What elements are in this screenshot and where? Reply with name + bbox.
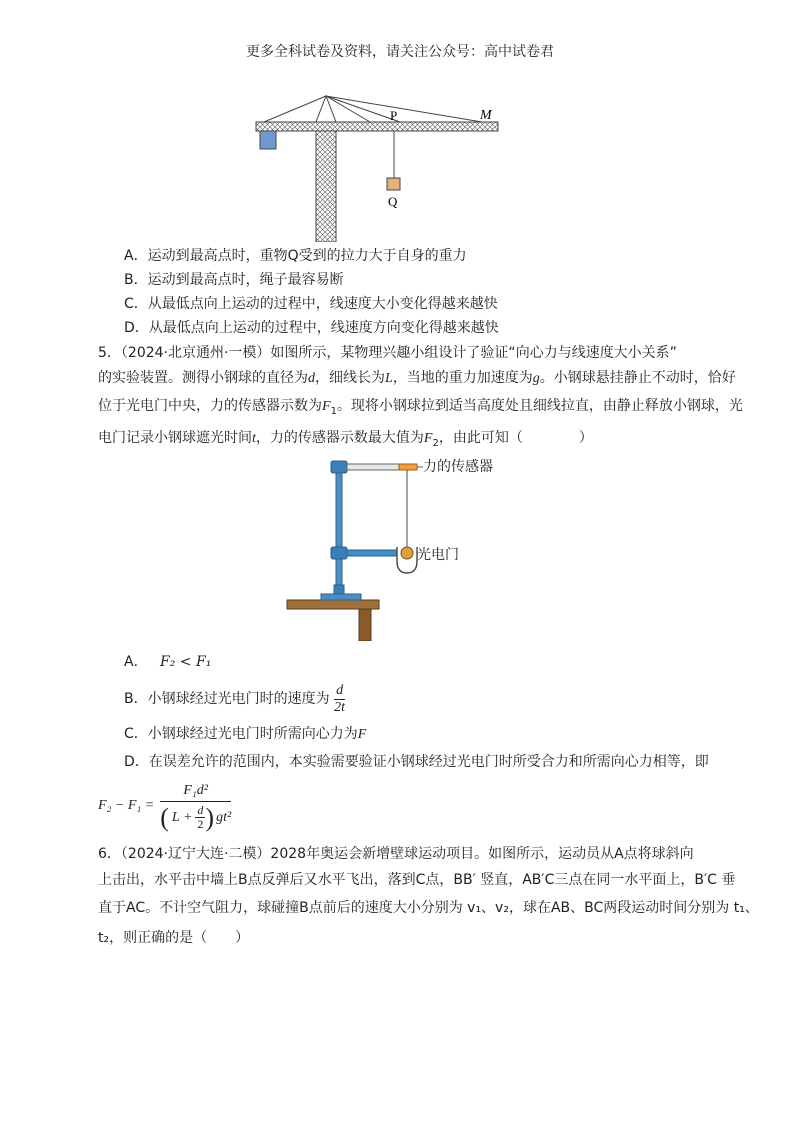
stand-pole	[336, 461, 342, 594]
q6-line3: 直于AC。不计空气阻力，球碰撞B点前后的速度大小分别为 v₁、v₂，球在AB、BC两段运动时间分别为 t₁、	[98, 900, 759, 916]
q4-option-a: A．运动到最高点时，重物Q受到的拉力大于自身的重力	[124, 248, 467, 264]
q6-line4: t₂，则正确的是（ ）	[98, 930, 250, 946]
gate-label: 光电门	[417, 546, 459, 562]
q5-option-b: B．小钢球经过光电门时的速度为 $\frac{d}{2t}$	[124, 682, 345, 715]
sensor-label: 力的传感器	[423, 458, 493, 474]
q6-line2: 上击出，水平击中墙上B点反弹后又水平飞出，落到C点，BB′ 竖直，AB′C三点在同一水平面上，B′C 垂	[98, 872, 736, 888]
label-m: M	[480, 108, 492, 123]
label-q: Q	[388, 194, 398, 209]
gate-arm	[347, 550, 397, 556]
q5-line4: 电门记录小钢球遮光时间t，力的传感器示数最大值为$F_2$，由此可知（ ）	[98, 430, 593, 449]
q4-option-d: D．从最低点向上运动的过程中，线速度方向变化得越来越快	[124, 320, 499, 336]
table-top	[287, 600, 379, 609]
q4-option-c: C．从最低点向上运动的过程中，线速度大小变化得越来越快	[124, 296, 498, 312]
apparatus-figure	[285, 455, 505, 641]
steel-ball	[401, 547, 413, 559]
stand-base	[321, 594, 361, 600]
load-q	[387, 178, 400, 190]
crane-tower	[316, 131, 336, 242]
q5-line1: 5．（2024·北京通州·一模）如图所示，某物理兴趣小组设计了验证“向心力与线速度大小关系”	[98, 345, 677, 361]
label-p: P	[390, 108, 398, 123]
q6-line1: 6．（2024·辽宁大连·二模）2028年奥运会新增壁球运动项目。如图所示，运动员从A点将球斜向	[98, 846, 694, 862]
q5-line2: 的实验装置。测得小钢球的直径为d，细线长为L，当地的重力加速度为g。小钢球悬挂静止不动时，恰好	[98, 370, 736, 386]
counterweight	[260, 131, 276, 149]
force-sensor	[399, 464, 417, 470]
formula-d: F₂ − F₁ = F₁d² ( L + $\frac{d}{2}$ ) gt²	[98, 783, 232, 832]
q5-option-d: D．在误差允许的范围内，本实验需要验证小钢球经过光电门时所受合力和所需向心力相等，即	[124, 754, 709, 770]
q5-line3: 位于光电门中央，力的传感器示数为$F_1$。现将小钢球拉到适当高度处且细线拉直，由静止释放小钢球，光	[98, 398, 743, 417]
q5-option-a: A． F₂ < F₁	[124, 654, 212, 670]
page-header: 更多全科试卷及资料，请关注公众号：高中试卷君	[246, 44, 554, 60]
tower-crane-figure	[250, 92, 510, 242]
table-leg	[359, 609, 371, 641]
sensor-bar	[347, 464, 399, 470]
q5-option-c: C．小钢球经过光电门时所需向心力为F	[124, 726, 367, 742]
q4-option-b: B．运动到最高点时，绳子最容易断	[124, 272, 344, 288]
fraction-d-over-2t: $\frac{d}{2t}$	[334, 682, 345, 715]
crane-jib	[256, 122, 498, 131]
